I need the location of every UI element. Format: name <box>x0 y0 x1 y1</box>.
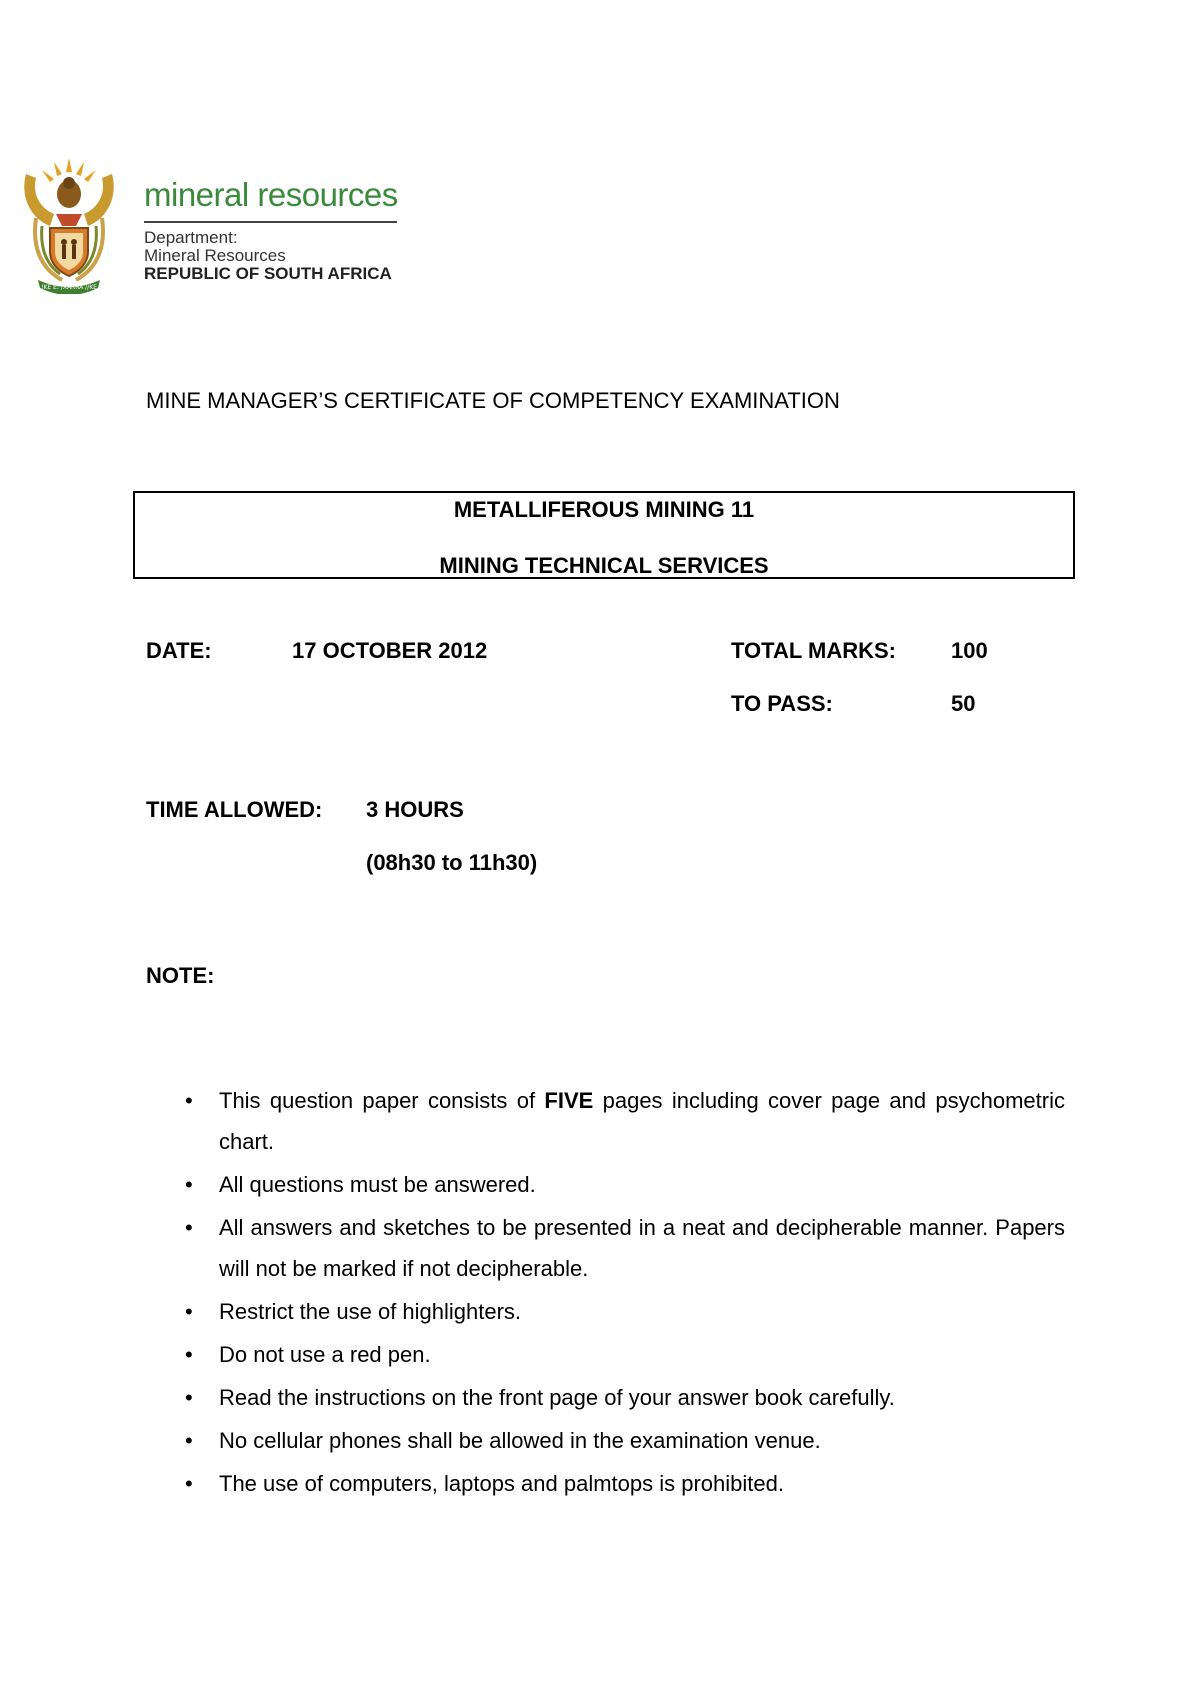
time-allowed-value: 3 HOURS <box>366 797 464 822</box>
date-value: 17 OCTOBER 2012 <box>292 638 488 663</box>
date-label: DATE: <box>146 638 212 663</box>
list-item: • All questions must be answered. <box>185 1164 1065 1205</box>
subject-box <box>133 491 1075 579</box>
to-pass-value: 50 <box>951 691 976 716</box>
note-text: pages including cover page and psychometric chart. <box>219 1088 1065 1154</box>
total-marks-label: TOTAL MARKS: <box>731 638 896 663</box>
total-marks-value: 100 <box>951 638 988 663</box>
brand-divider <box>144 221 397 223</box>
notes-list <box>185 1080 1065 1506</box>
svg-text:!KE E: /XARRA //KE: !KE E: /XARRA //KE <box>41 284 97 291</box>
note-text: This question paper consists of <box>219 1088 545 1113</box>
subject-code: METALLIFEROUS MINING 11 <box>453 497 755 522</box>
list-item <box>185 1080 1065 1162</box>
list-item: • All answers and sketches to be presented in a neat and decipherable manner. Papers will not be marked if not decipherable. <box>185 1207 1065 1289</box>
department-label: Department: <box>144 228 238 247</box>
subject-name: MINING TECHNICAL SERVICES <box>439 553 769 578</box>
list-item: • Read the instructions on the front page of your answer book carefully. <box>185 1377 1065 1418</box>
country-name: REPUBLIC OF SOUTH AFRICA <box>144 264 392 283</box>
time-range: (08h30 to 11h30) <box>366 850 538 875</box>
to-pass-label: TO PASS: <box>731 691 833 716</box>
time-allowed-label: TIME ALLOWED: <box>146 797 323 822</box>
brand-name: mineral resources <box>144 176 398 213</box>
note-label: NOTE: <box>146 963 215 988</box>
coat-of-arms-icon <box>16 156 122 294</box>
list-item: • The use of computers, laptops and palmtops is prohibited. <box>185 1463 1065 1504</box>
list-item: • No cellular phones shall be allowed in the examination venue. <box>185 1420 1065 1461</box>
list-item: • Do not use a red pen. <box>185 1334 1065 1375</box>
page-count: FIVE <box>544 1088 594 1113</box>
list-item: • Restrict the use of highlighters. <box>185 1291 1065 1332</box>
exam-title: MINE MANAGER’S CERTIFICATE OF COMPETENCY EXAMINATION <box>146 388 840 413</box>
department-name: Mineral Resources <box>144 246 286 265</box>
